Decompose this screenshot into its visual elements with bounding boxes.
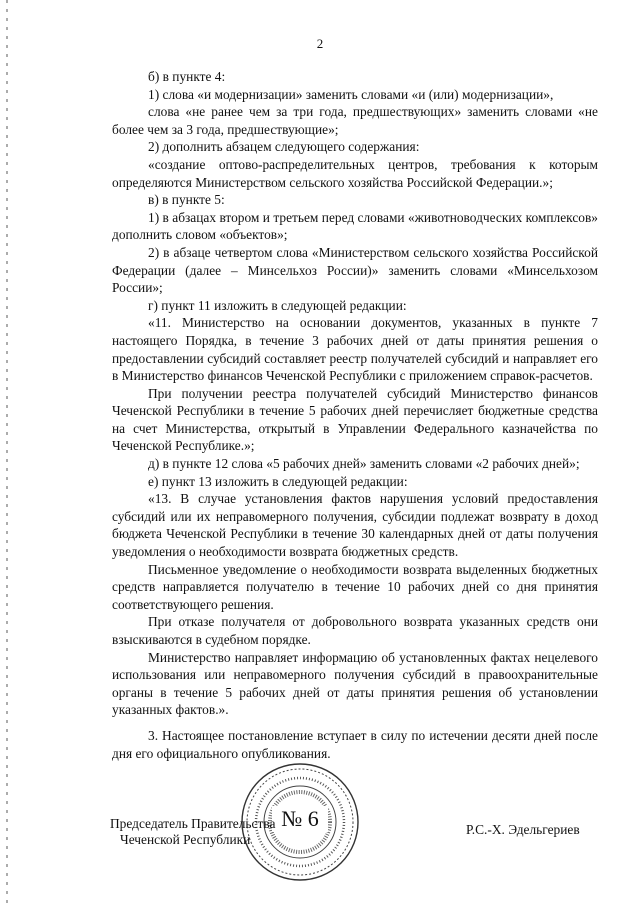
paragraph: в) в пункте 5: bbox=[148, 192, 225, 208]
paragraph: слова «не ранее чем за три года, предшествующих» заменить словами «не более чем за 3 года, предшествующие»; bbox=[112, 104, 598, 137]
paragraph: 1) в абзацах втором и третьем перед словами «животноводческих комплексов» дополнить словом «объектов»; bbox=[112, 209, 598, 243]
paragraph: 1) слова «и модернизации» заменить словами «и (или) модернизации», bbox=[148, 86, 554, 102]
paragraph: д) в пункте 12 слова «5 рабочих дней» заменить словами «2 рабочих дней»; bbox=[148, 456, 580, 472]
paragraph: Министерство направляет информацию об установленных фактах нецелевого использования или неправомерного получения субсидий в правоохранительные органы в течение 5 рабочих дней от даты принятия решения об установлении указанных фактов.». bbox=[112, 649, 598, 718]
paragraph: 2) дополнить абзацем следующего содержания: bbox=[148, 139, 420, 155]
paragraph: «11. Министерство на основании документов, указанных в пункте 7 настоящего Порядка, в течение 3 рабочих дней от даты принятия решения о предоставлении субсидий составляет реестр получателей субсидий и направляет его в Министерство финансов Чеченской Республики с приложением справок-расчетов. bbox=[112, 315, 598, 384]
paragraph: 3. Настоящее постановление вступает в силу по истечении десяти дней после дня его официального опубликования. bbox=[112, 727, 598, 761]
signature-title-line: Председатель Правительства bbox=[110, 816, 276, 831]
paragraph: б) в пункте 4: bbox=[148, 69, 226, 84]
paragraph: 2) в абзаце четвертом слова «Министерством сельского хозяйства Российской Федерации (далее – Минсельхоз России)» заменить словами «Минсельхозом России»; bbox=[112, 244, 598, 296]
paragraph: При отказе получателя от добровольного возврата указанных средств они взыскиваются в судебном порядке. bbox=[112, 614, 598, 647]
signatory-name: Р.С.-Х. Эдельгериев bbox=[466, 822, 580, 837]
page-number: 2 bbox=[316, 36, 324, 51]
paragraph: При получении реестра получателей субсидий Министерство финансов Чеченской Республики в течение 5 рабочих дней перечисляет бюджетные средства на счет Министерства, открытый в Управлении Федерального казначейства по Чеченской Республике.»; bbox=[112, 385, 598, 454]
signature-title-line: Чеченской Республики bbox=[120, 832, 251, 847]
paragraph: «создание оптово-распределительных центров, требования к которым определяются Министерством сельского хозяйства Российской Федерации.»; bbox=[112, 156, 598, 190]
seal-number: № 6 bbox=[272, 806, 328, 832]
document-body bbox=[112, 68, 598, 762]
paragraph: Письменное уведомление о необходимости возврата выделенных бюджетных средств направляется получателю в течение 10 рабочих дней со дня принятия соответствующего решения. bbox=[112, 561, 598, 612]
paragraph: е) пункт 13 изложить в следующей редакции: bbox=[148, 473, 408, 489]
page-edge-marks bbox=[6, 0, 8, 905]
signature-title bbox=[110, 816, 275, 848]
paragraph: г) пункт 11 изложить в следующей редакции: bbox=[148, 297, 407, 313]
paragraph: «13. В случае установления фактов нарушения условий предоставления субсидий или их неправомерного получения, субсидии подлежат возврату в доход бюджета Чеченской Республики в течение 30 календарных дней от даты получения уведомления о необходимости возврата бюджетных средств. bbox=[112, 491, 598, 560]
